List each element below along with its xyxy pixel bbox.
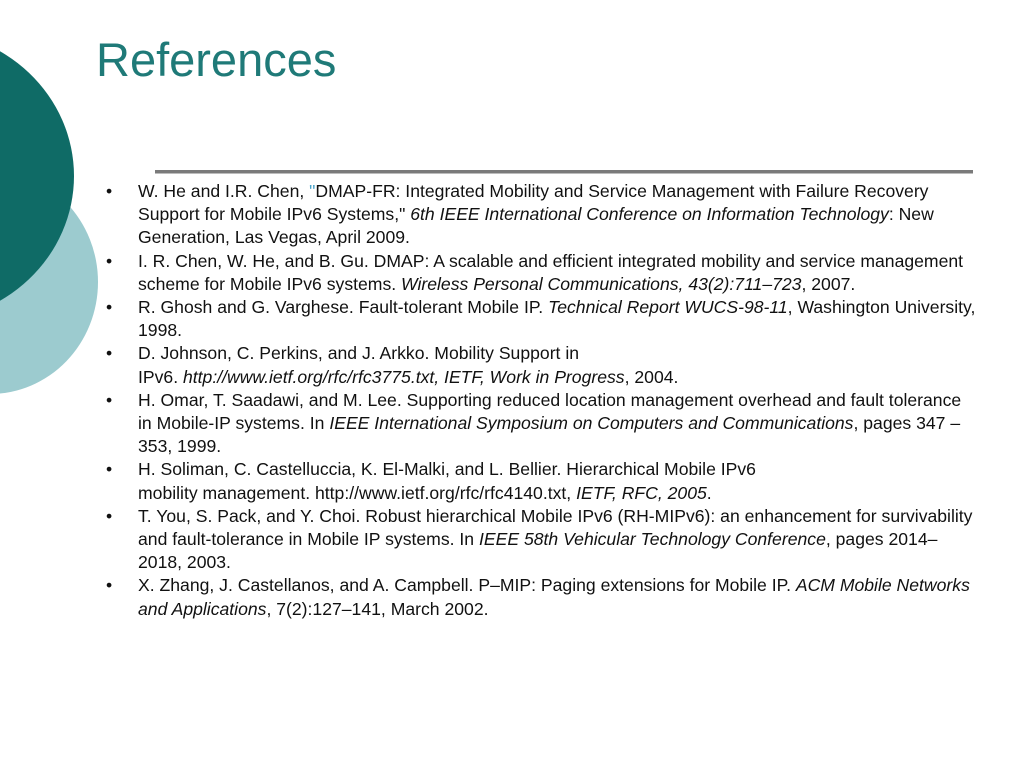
reference-venue: IETF, RFC, 2005 [576,482,707,503]
reference-venue: Technical Report WUCS-98-11 [548,297,788,318]
reference-list [106,180,976,621]
reference-text: H. Soliman, C. Castelluccia, K. El-Malki, and L. Bellier. Hierarchical Mobile IPv6 [138,459,756,480]
reference-text: D. Johnson, C. Perkins, and J. Arkko. Mobility Support in [138,343,580,364]
reference-text: , 2007. [801,273,856,294]
bullet-marker: • [106,343,113,364]
reference-venue: Wireless Personal Communications, 43(2):711–723 [401,273,802,294]
reference-item [106,296,976,342]
reference-text: : New Generation, Las Vegas, April 2009. [138,204,934,248]
reference-venue: http://www.ietf.org/rfc/rfc3775.txt, IETF, Work in Progress [182,366,625,387]
title-divider [155,170,973,174]
reference-text: , 7(2):127–141, March 2002. [266,598,489,619]
reference-text: , Washington University, 1998. [138,297,976,341]
reference-text: , 2004. [624,366,679,387]
decorative-side-shapes [0,0,120,767]
reference-text: X. Zhang, J. Castellanos, and A. Campbell. P–MIP: Paging extensions for Mobile IP. [138,575,796,596]
reference-venue: IEEE 58th Vehicular Technology Conference [478,529,826,550]
reference-text: H. Omar, T. Saadawi, and M. Lee. Supporting reduced location management overhead and fault tolerance in Mobile-IP systems. In [138,389,962,434]
reference-text: I. R. Chen, W. He, and B. Gu. DMAP: A scalable and efficient integrated mobility and service management scheme for Mobile IPv6 systems. [138,250,964,294]
reference-item [106,342,976,388]
bullet-marker: • [106,297,113,318]
reference-item [106,389,976,459]
reference-text: DMAP-FR: Integrated Mobility and Service Management with Failure Recovery Support for Mobile IPv6 Systems," [138,181,929,225]
reference-item [106,180,976,250]
reference-text: , pages 347 – 353, 1999. [138,413,961,457]
reference-venue: 6th IEEE International Conference on Information Technology [410,204,889,225]
reference-item [106,250,976,296]
reference-text: " [309,181,316,201]
reference-text: IPv6. [138,366,183,387]
reference-text: , pages 2014–2018, 2003. [138,529,938,573]
bullet-marker: • [106,505,113,526]
reference-text: W. He and I.R. Chen, [138,181,310,201]
reference-item [106,505,976,575]
reference-text: T. You, S. Pack, and Y. Choi. Robust hierarchical Mobile IPv6 (RH-MIPv6): an enhancement for survivability and fault-tolerance in Mobile IP systems. In [138,505,973,550]
reference-item [106,458,976,504]
reference-text: R. Ghosh and G. Varghese. Fault-tolerant Mobile IP. [138,297,549,318]
reference-text: mobility management. http://www.ietf.org/rfc/rfc4140.txt, [138,482,577,503]
reference-venue: ACM Mobile Networks and Applications [138,575,970,619]
bullet-marker: • [106,575,113,596]
bullet-marker: • [106,181,113,201]
bullet-marker: • [106,459,113,480]
reference-item [106,574,976,620]
bullet-marker: • [106,389,113,410]
slide-title: References [96,33,337,86]
reference-text: . [706,482,712,503]
reference-venue: IEEE International Symposium on Computers and Communications [329,413,854,434]
bullet-marker: • [106,250,113,271]
